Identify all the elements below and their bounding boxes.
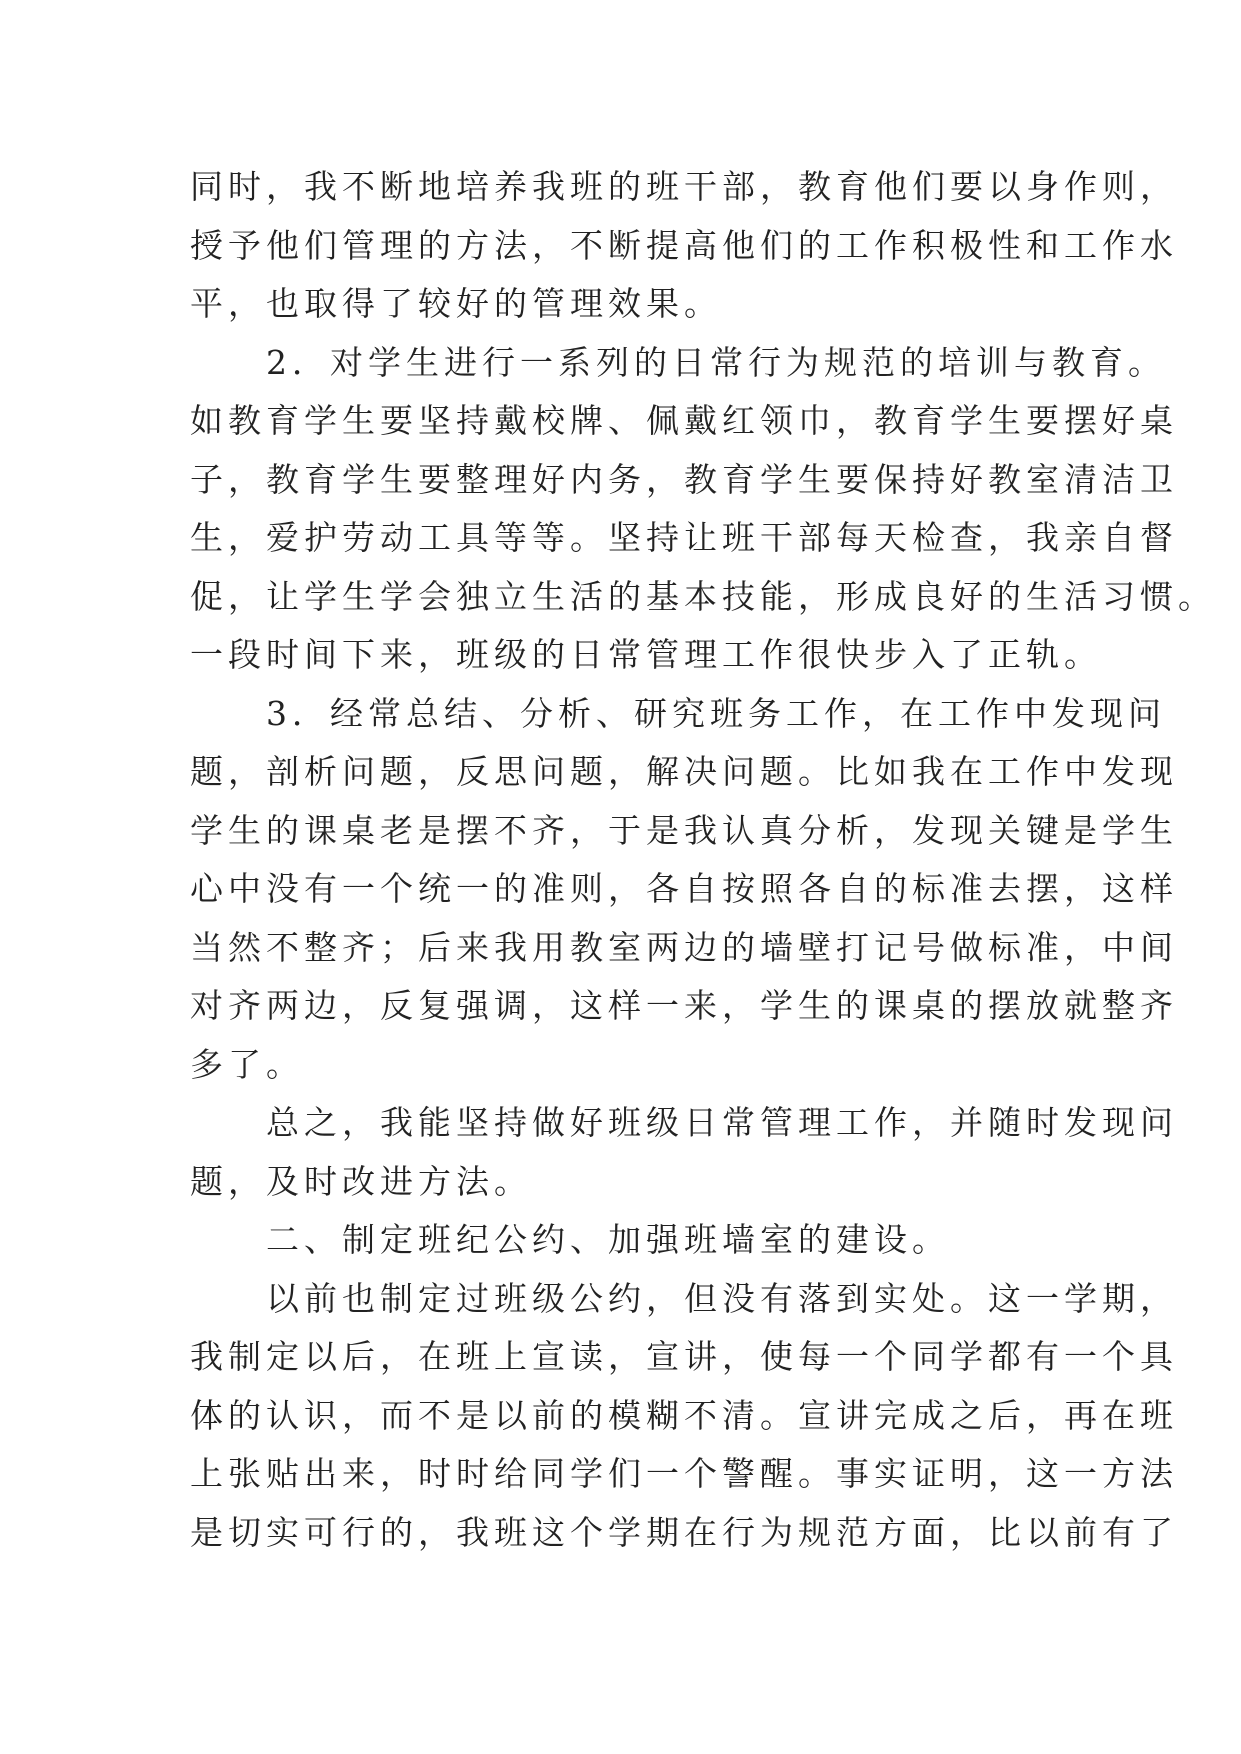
- text-line: 一段时间下来，班级的日常管理工作很快步入了正轨。: [190, 635, 1102, 674]
- text-line: 我制定以后，在班上宣读，宣讲，使每一个同学都有一个具: [190, 1337, 1178, 1376]
- text-line: 授予他们管理的方法，不断提高他们的工作积极性和工作水: [190, 225, 1178, 265]
- text-line: 是切实可行的，我班这个学期在行为规范方面，比以前有了: [190, 1512, 1178, 1552]
- text-line: 子，教育学生要整理好内务，教育学生要保持好教室清洁卫: [190, 459, 1178, 499]
- text-line: 题，及时改进方法。: [190, 1161, 532, 1201]
- text-line: 生，爱护劳动工具等等。坚持让班干部每天检查，我亲自督: [190, 518, 1178, 557]
- text-line: 总之，我能坚持做好班级日常管理工作，并随时发现问: [190, 1103, 1178, 1142]
- text-line: 心中没有一个统一的准则，各自按照各自的标准去摆，这样: [190, 869, 1178, 908]
- text-line: 体的认识，而不是以前的模糊不清。宣讲完成之后，再在班: [190, 1395, 1178, 1435]
- text-line: 当然不整齐；后来我用教室两边的墙壁打记号做标准，中间: [190, 927, 1178, 967]
- text-line: 如教育学生要坚持戴校牌、佩戴红领巾，教育学生要摆好桌: [190, 401, 1178, 440]
- text-line: 对齐两边，反复强调，这样一来，学生的课桌的摆放就整齐: [190, 986, 1178, 1025]
- text-line: 多了。: [190, 1044, 304, 1084]
- text-line: 平，也取得了较好的管理效果。: [190, 284, 722, 323]
- text-line: 促，让学生学会独立生活的基本技能，形成良好的生活习惯。: [190, 576, 1216, 616]
- body-text: [190, 158, 1216, 1562]
- text-line: 学生的课桌老是摆不齐，于是我认真分析，发现关键是学生: [190, 810, 1178, 850]
- text-line: 2．对学生进行一系列的日常行为规范的培训与教育。: [190, 342, 1166, 382]
- text-line: 上张贴出来，时时给同学们一个警醒。事实证明，这一方法: [190, 1454, 1178, 1493]
- text-line: 同时，我不断地培养我班的班干部，教育他们要以身作则，: [190, 167, 1178, 206]
- text-line: 二、制定班纪公约、加强班墙室的建设。: [190, 1220, 950, 1259]
- text-line: 题，剖析问题，反思问题，解决问题。比如我在工作中发现: [190, 752, 1178, 791]
- text-line: 3．经常总结、分析、研究班务工作，在工作中发现问: [190, 693, 1166, 733]
- text-line: 以前也制定过班级公约，但没有落到实处。这一学期，: [190, 1278, 1178, 1318]
